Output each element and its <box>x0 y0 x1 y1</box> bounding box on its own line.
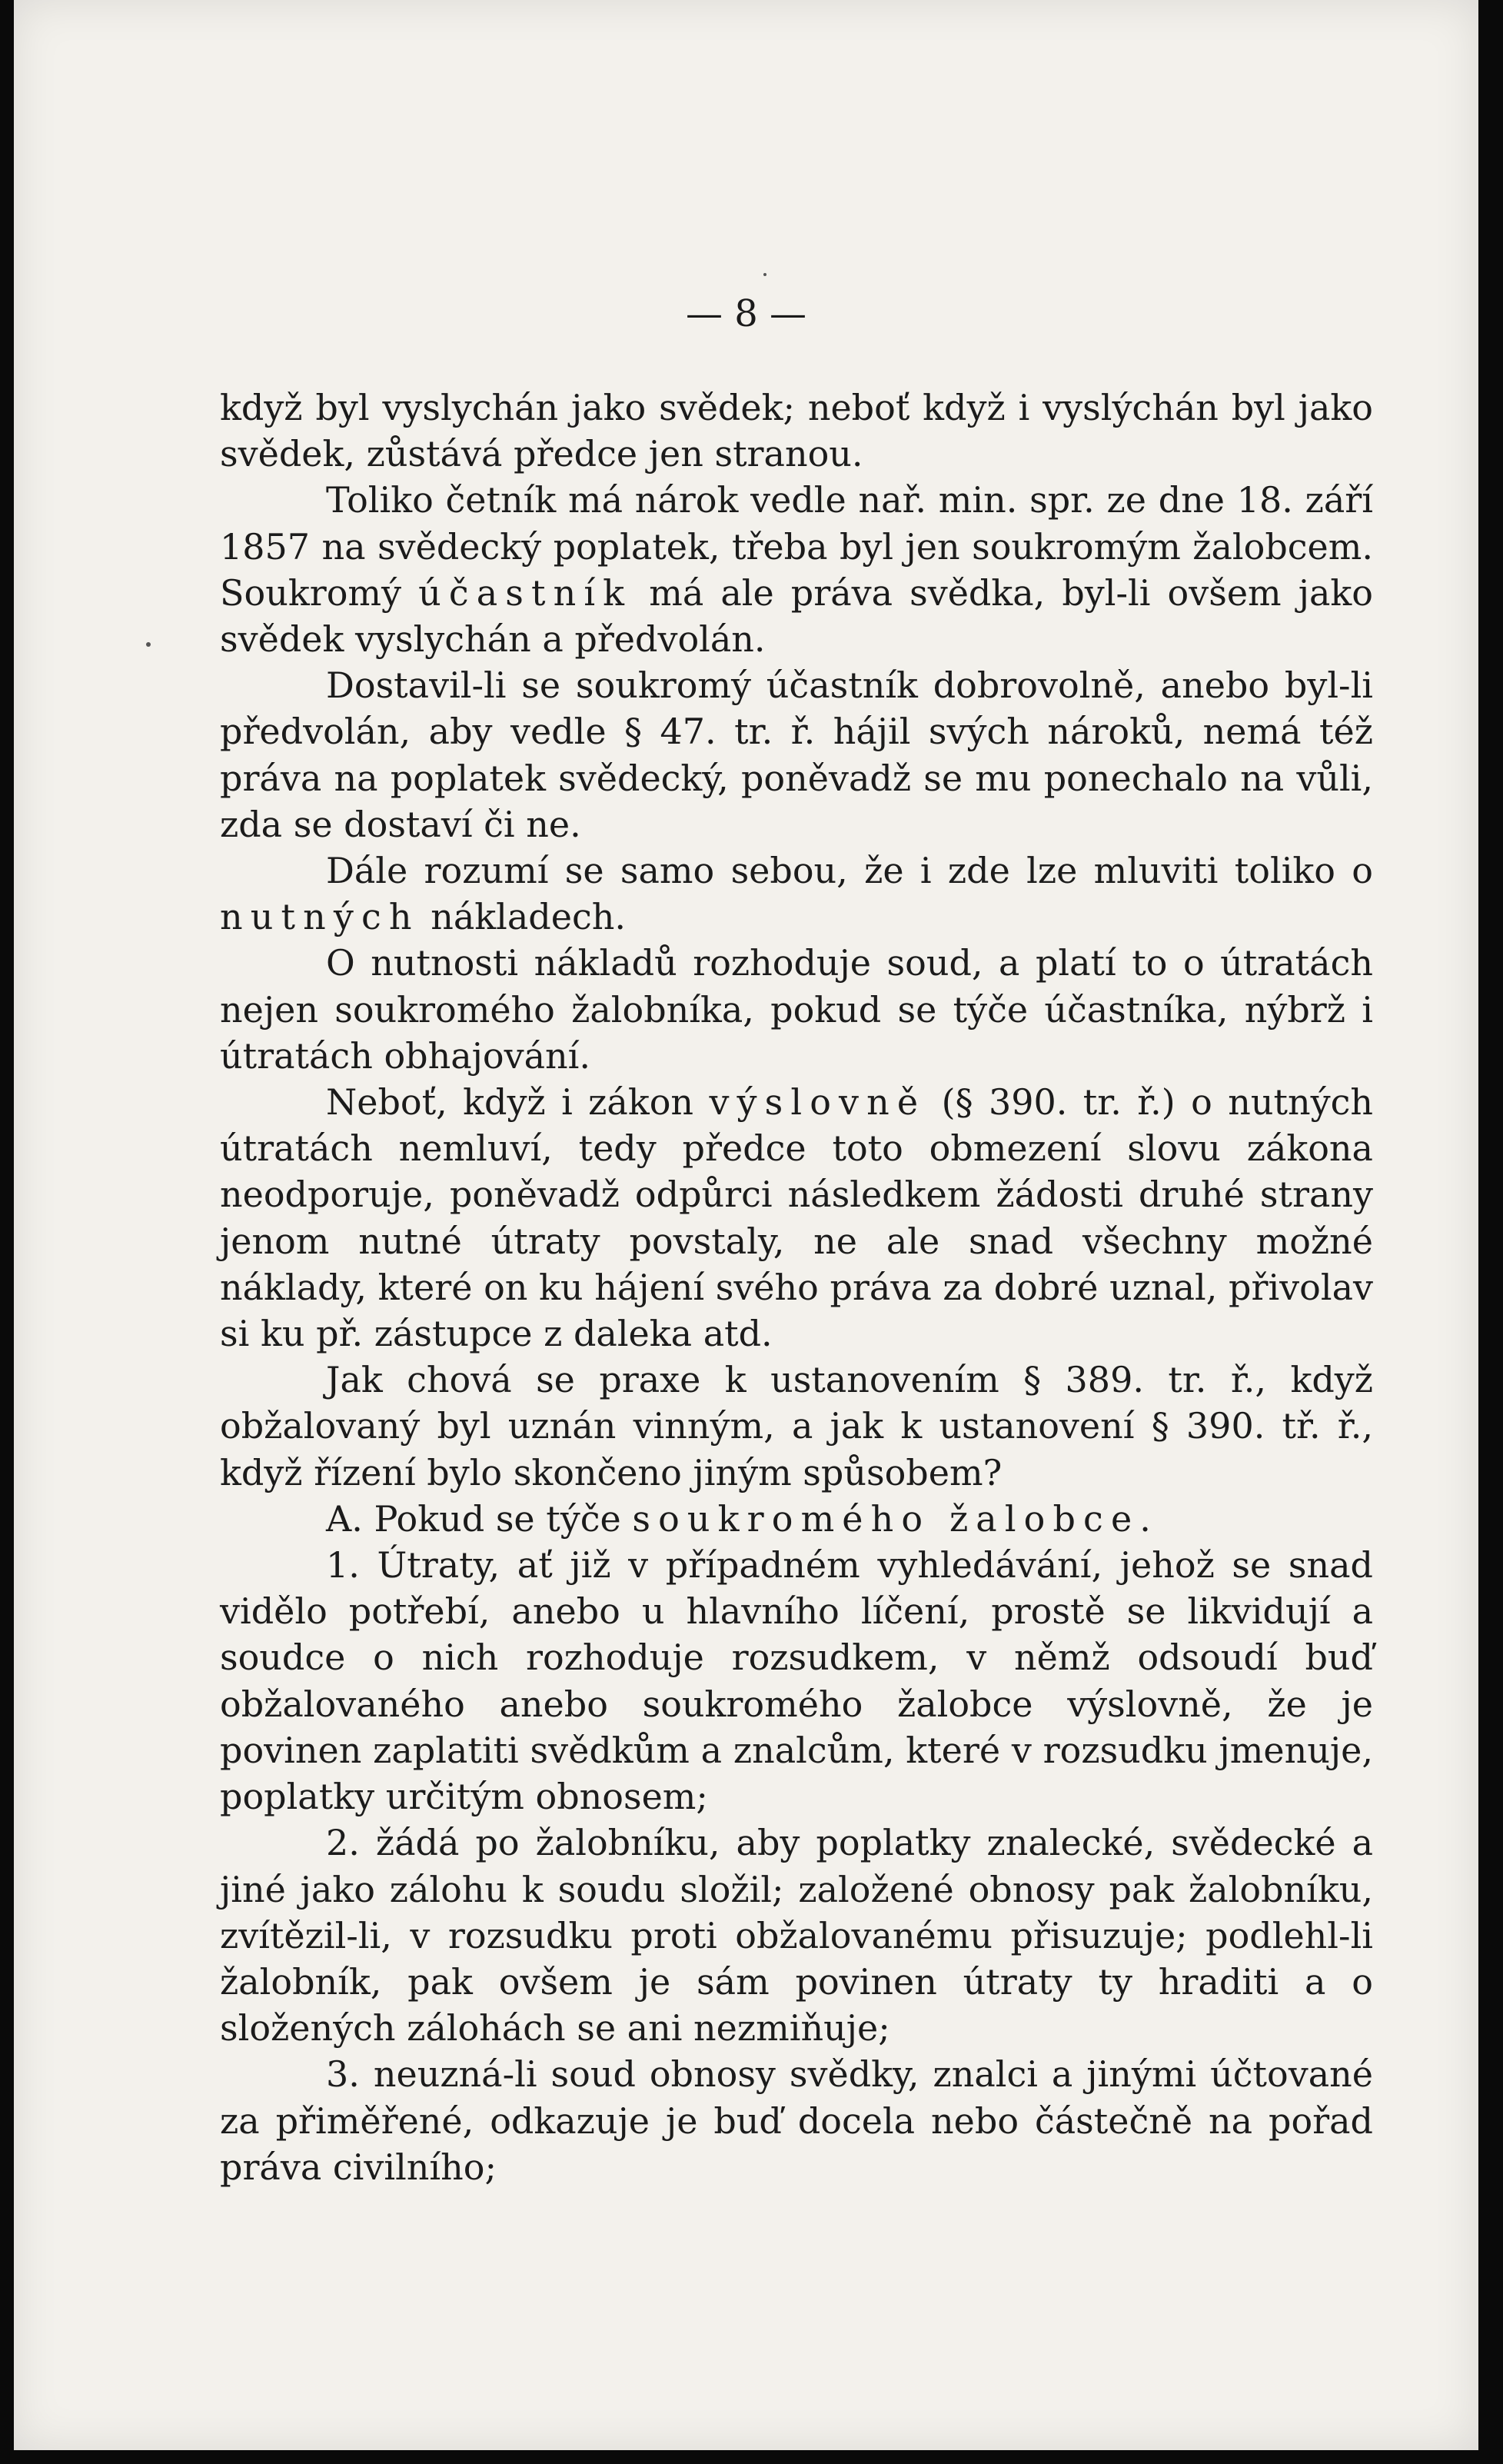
emphasized-text: výslovně <box>709 1081 926 1124</box>
paragraph <box>220 1079 1373 1357</box>
text-run: (§ 390. tr. ř.) o nutných útratách nemluví, tedy předce toto obmezení slovu zákona neodporuje, poněvadž odpůrci následkem žádosti druhé strany jenom nutné útraty povstaly, ne ale snad všechny možné náklady, které on ku hájení svého práva za dobré uznal, přivolav si ku př. zástupce z daleka atd. <box>220 1081 1373 1355</box>
text-run: Toliko četník má nárok vedle nař. min. spr. ze dne 18. září 1857 na svědecký poplatek, třeba byl jen soukromým žalobcem. Soukromý <box>220 479 1373 614</box>
paragraph <box>220 1357 1373 1496</box>
text-run: 2. žádá po žalobníku, aby poplatky znalecké, svědecké a jiné jako zálohu k soudu složil; založené obnosy pak žalobníku, zvítězil-li, v rozsudku proti obžalovanému přisuzuje; podlehl-li žalobník, pak ovšem je sám povinen útraty ty hraditi a o složených zálohách se ani nezmiňuje; <box>220 1822 1373 2049</box>
text-run: má ale práva svědka, byl-li ovšem jako svědek vyslychán a předvolán. <box>220 571 1373 661</box>
text-run: . <box>1139 1497 1151 1540</box>
paragraph <box>220 1820 1373 2051</box>
text-run: nákladech. <box>419 896 626 938</box>
scan-speck <box>146 642 151 647</box>
text-run: když byl vyslychán jako svědek; neboť když i vyslýchán byl jako svědek, zůstává předce jen stranou. <box>220 387 1373 475</box>
paragraph <box>220 1542 1373 1820</box>
paragraph <box>220 477 1373 662</box>
text-run: Neboť, když i zákon <box>326 1081 710 1124</box>
body-text <box>220 385 1373 2190</box>
scan-border <box>1478 0 1503 2464</box>
paragraph <box>220 847 1373 940</box>
text-run: Jak chová se praxe k ustanovením § 389. tr. ř., když obžalovaný byl uznán vinným, a jak k ustanovení § 390. tř. ř., když řízení bylo skončeno jiným spůsobem? <box>220 1359 1373 1493</box>
text-run: O nutnosti nákladů rozhoduje soud, a platí to o útratách nejen soukromého žalobníka, pokud se týče účastníka, nýbrž i útratách obhajování. <box>220 942 1373 1077</box>
page-number: — 8 — <box>685 292 807 335</box>
scanned-page <box>14 0 1478 2450</box>
emphasized-text: nutných <box>220 896 420 938</box>
paragraph <box>220 2051 1373 2190</box>
scan-speck <box>763 273 766 276</box>
text-run: A. Pokud se týče <box>326 1497 633 1540</box>
paragraph <box>220 940 1373 1079</box>
emphasized-text: účastník <box>418 571 633 614</box>
paragraph <box>220 1496 1373 1542</box>
text-run: Dále rozumí se samo sebou, že i zde lze mluviti toliko o <box>326 850 1373 892</box>
emphasized-text: soukromého žalobce <box>632 1497 1140 1540</box>
text-run: 3. neuzná-li soud obnosy svědky, znalci a jinými účtované za přiměřené, odkazuje je buď docela nebo částečně na pořad práva civilního; <box>220 2053 1373 2188</box>
paragraph <box>220 385 1373 477</box>
paragraph <box>220 662 1373 847</box>
text-run: Dostavil-li se soukromý účastník dobrovolně, anebo byl-li předvolán, aby vedle § 47. tr. ř. hájil svých nároků, nemá též práva na poplatek svědecký, poněvadž se mu ponechalo na vůli, zda se dostaví či ne. <box>220 664 1373 845</box>
text-run: 1. Útraty, ať již v případném vyhledávání, jehož se snad vidělo potřebí, anebo u hlavního líčení, prostě se likvidují a soudce o nich rozhoduje rozsudkem, v němž odsoudí buď obžalovaného anebo soukromého žalobce výslovně, že je povinen zaplatiti svědkům a znalcům, které v rozsudku jmenuje, poplatky určitým obnosem; <box>220 1544 1373 1818</box>
